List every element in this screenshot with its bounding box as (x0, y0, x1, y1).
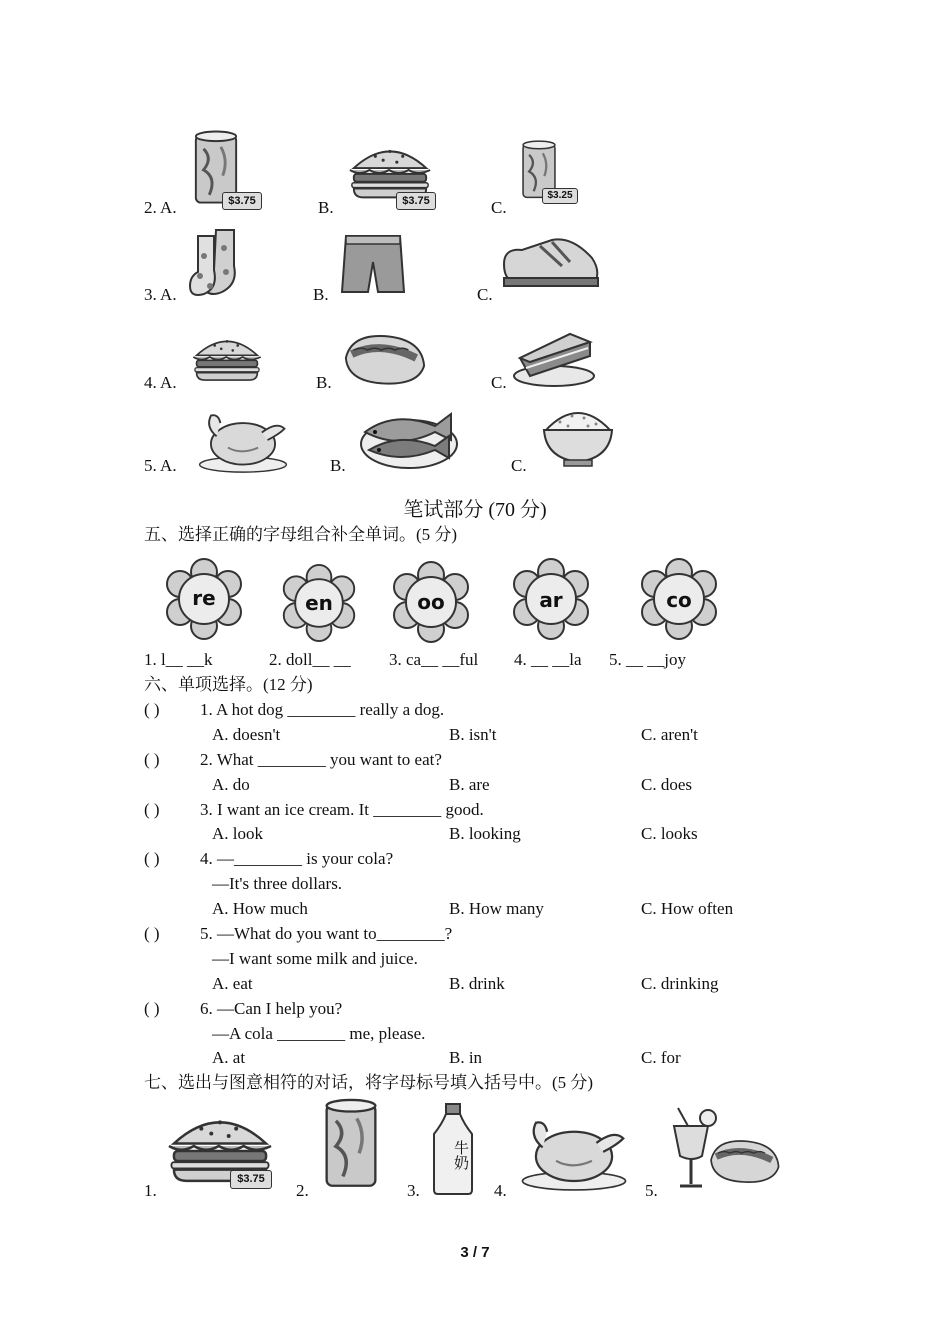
section-6-heading: 六、单项选择。(12 分) (144, 675, 313, 694)
option-label: B. (318, 198, 334, 217)
option-label: C. (491, 198, 507, 217)
option-b: B. looking (449, 824, 521, 843)
answer-parenthesis[interactable]: ( ) (144, 849, 160, 868)
hot-dog-icon (340, 328, 428, 388)
option-label: B. (313, 285, 329, 304)
fill-item: 5. __ __joy (609, 650, 686, 669)
option-a: A. doesn't (212, 725, 281, 744)
option-a: A. eat (212, 974, 253, 993)
option-c: C. looks (641, 824, 698, 843)
page-number: 3 / 7 (460, 1244, 490, 1261)
option-b: B. How many (449, 899, 544, 918)
question-reply: —It's three dollars. (212, 874, 343, 893)
question-reply: —I want some milk and juice. (212, 949, 418, 968)
answer-parenthesis[interactable]: ( ) (144, 800, 160, 819)
shorts-icon (340, 232, 406, 296)
question-text: 6. —Can I help you? (200, 999, 343, 1018)
picture-number: 3. (407, 1181, 420, 1200)
question-number: 4. A. (144, 373, 177, 392)
picture-number: 4. (494, 1181, 507, 1200)
option-c: C. How often (641, 899, 734, 918)
question-text: 3. I want an ice cream. It ________ good. (200, 800, 484, 819)
fish-icon (355, 402, 459, 472)
roast-chicken-icon (194, 408, 292, 474)
milk-label: 牛奶 (452, 1140, 470, 1170)
picture-number: 2. (296, 1181, 309, 1200)
answer-parenthesis[interactable]: ( ) (144, 700, 160, 719)
flower-letters: en (305, 591, 333, 615)
option-b: B. in (449, 1048, 483, 1067)
fill-item: 3. ca__ __ful (389, 650, 479, 669)
roast-chicken-icon (518, 1112, 630, 1194)
fill-item: 1. l__ __k (144, 650, 213, 669)
sneaker-icon (500, 234, 602, 292)
written-section-title: 笔试部分 (70 分) (403, 499, 547, 521)
option-c: C. for (641, 1048, 681, 1067)
option-a: A. at (212, 1048, 246, 1067)
burger-icon (346, 140, 434, 200)
question-text: 2. What ________ you want to eat? (200, 750, 442, 769)
flower-letters: co (666, 588, 692, 612)
option-label: C. (477, 285, 493, 304)
cake-slice-icon (512, 324, 596, 388)
option-b: B. drink (449, 974, 505, 993)
option-label: C. (511, 456, 527, 475)
answer-parenthesis[interactable]: ( ) (144, 924, 160, 943)
option-b: B. isn't (449, 725, 497, 744)
option-c: C. drinking (641, 974, 719, 993)
question-text: 1. A hot dog ________ really a dog. (200, 700, 445, 719)
option-a: A. look (212, 824, 263, 843)
option-label: B. (316, 373, 332, 392)
rice-bowl-icon (540, 404, 616, 468)
cola-can-icon (322, 1096, 380, 1192)
fill-item: 2. doll__ __ (269, 650, 351, 669)
question-text: 5. —What do you want to________? (200, 924, 453, 943)
question-number: 2. A. (144, 198, 177, 217)
price-tag: $3.75 (222, 192, 262, 210)
juice-and-hot-dog-icon (666, 1106, 784, 1194)
option-a: A. do (212, 775, 250, 794)
option-label: C. (491, 373, 507, 392)
burger-icon (190, 330, 264, 384)
price-tag: $3.75 (396, 192, 436, 210)
question-text: 4. —________ is your cola? (200, 849, 394, 868)
option-c: C. aren't (641, 725, 698, 744)
option-label: B. (330, 456, 346, 475)
flower-letters: oo (417, 590, 445, 614)
question-reply: —A cola ________ me, please. (212, 1024, 426, 1043)
picture-number: 5. (645, 1181, 658, 1200)
option-c: C. does (641, 775, 692, 794)
answer-parenthesis[interactable]: ( ) (144, 750, 160, 769)
option-b: B. are (449, 775, 490, 794)
flower-letters: re (192, 586, 216, 610)
fill-item: 4. __ __la (514, 650, 582, 669)
socks-icon (188, 226, 250, 298)
flower-letters: ar (539, 588, 563, 612)
picture-number: 1. (144, 1181, 157, 1200)
option-a: A. How much (212, 899, 308, 918)
section-5-heading: 五、选择正确的字母组合补全单词。(5 分) (144, 525, 458, 544)
question-number: 5. A. (144, 456, 177, 475)
price-tag: $3.75 (230, 1170, 272, 1189)
question-number: 3. A. (144, 285, 177, 304)
answer-parenthesis[interactable]: ( ) (144, 999, 160, 1018)
section-7-heading: 七、选出与图意相符的对话，将字母标号填入括号中。(5 分) (144, 1073, 594, 1092)
price-tag: $3.25 (542, 188, 578, 204)
